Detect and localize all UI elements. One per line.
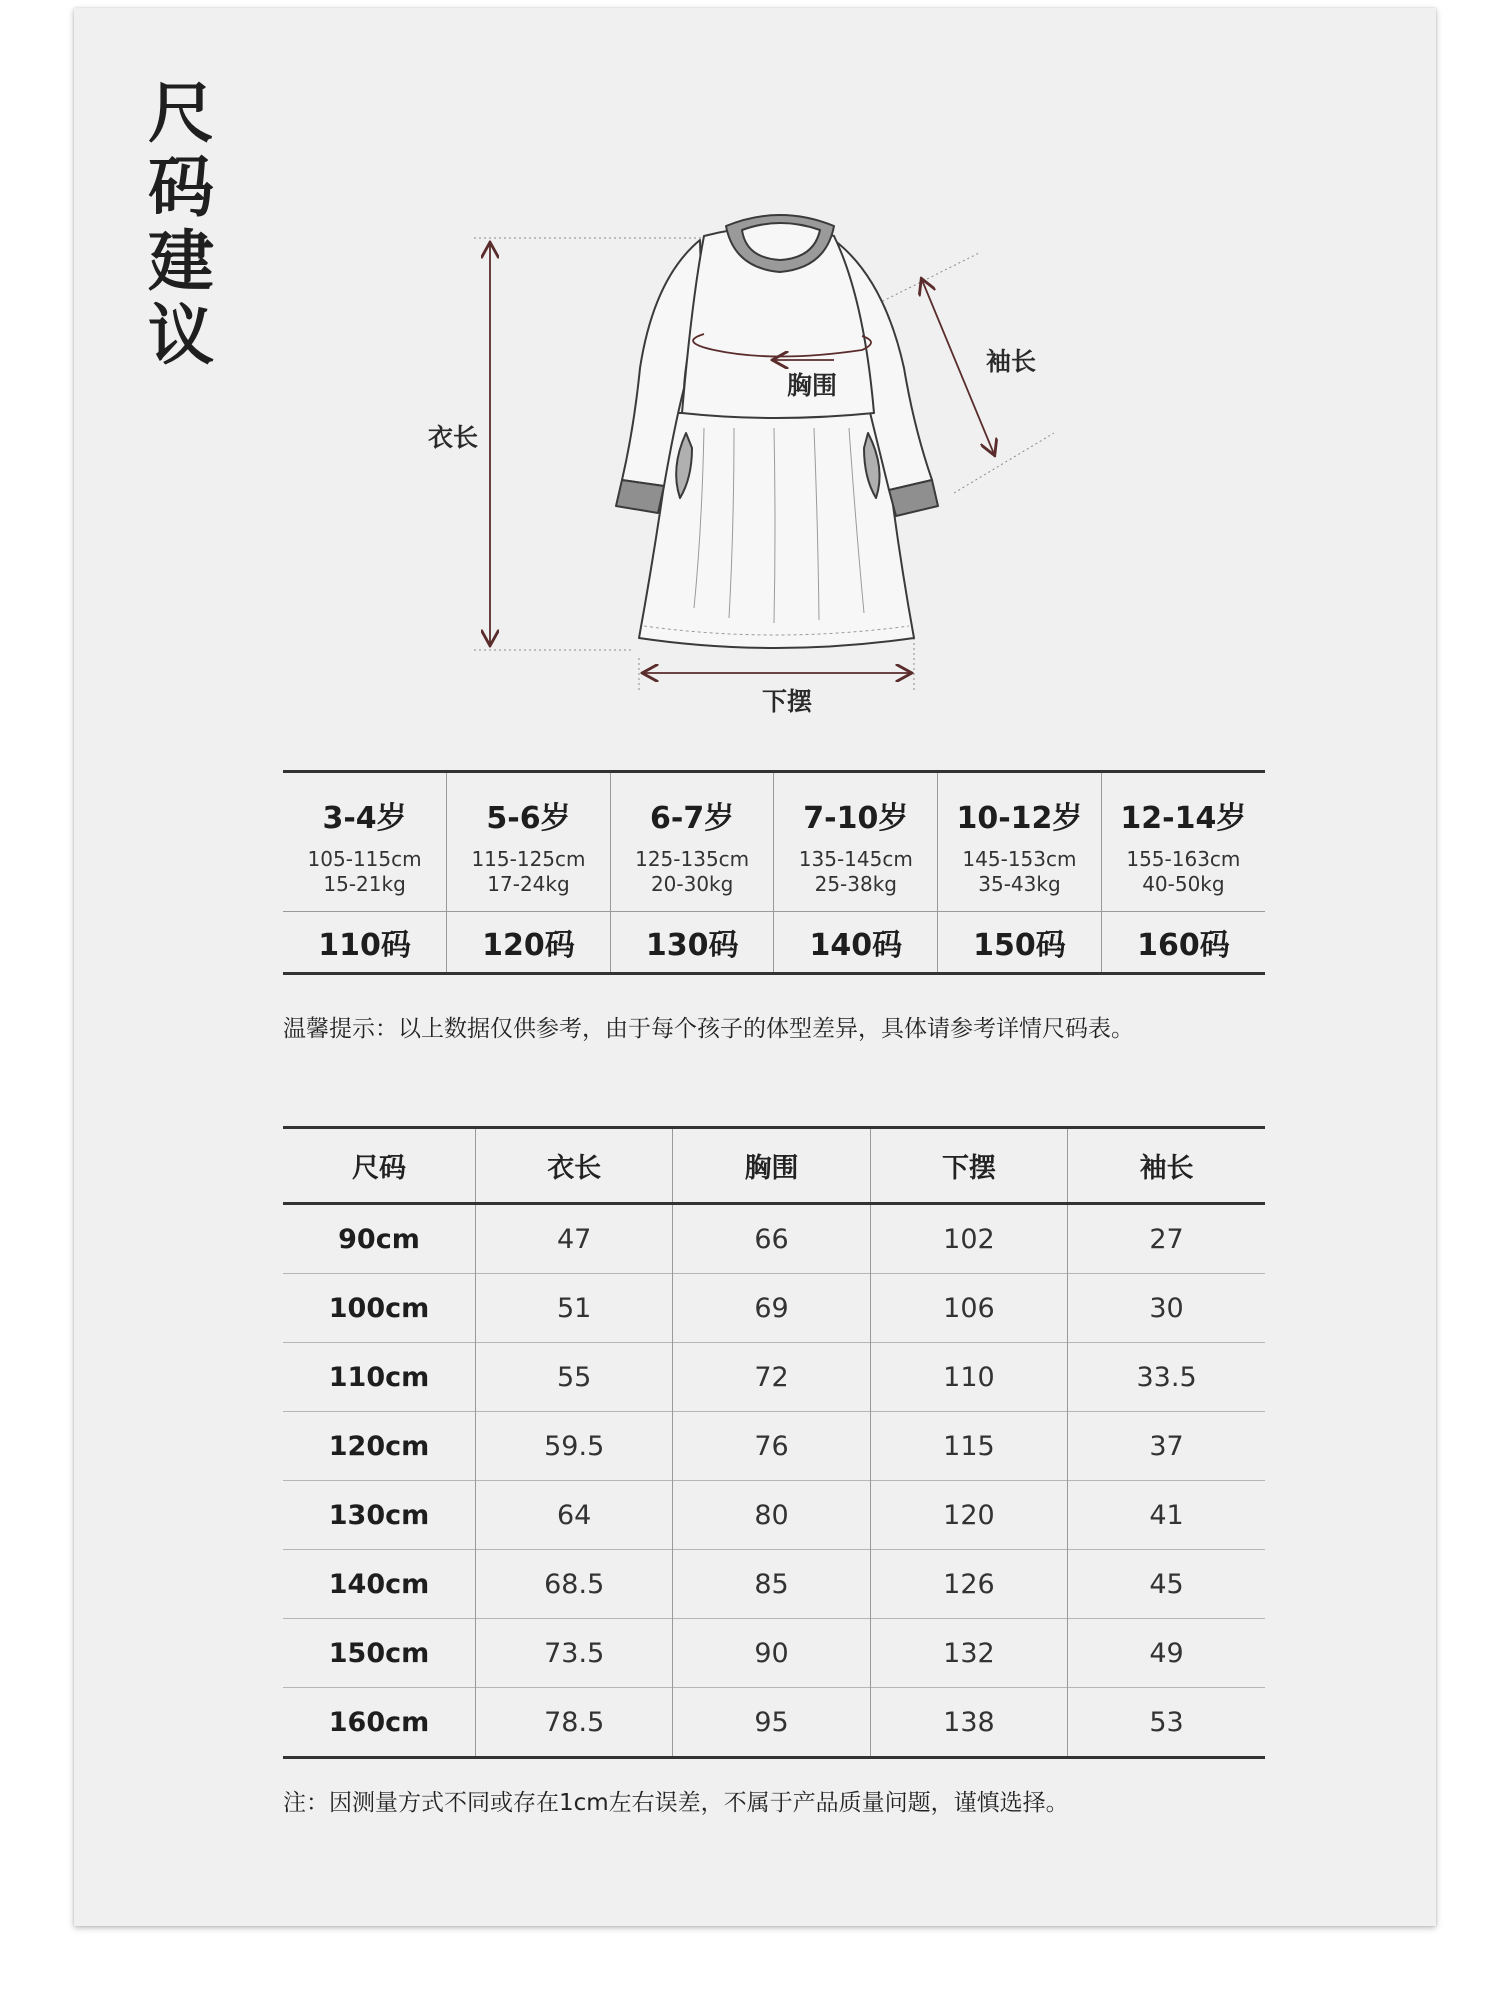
cell-size: 150cm — [283, 1619, 476, 1688]
size-cell: 160码 — [1101, 912, 1265, 974]
cell-chest: 90 — [673, 1619, 870, 1688]
title-char: 议 — [148, 297, 214, 374]
size-cell: 140码 — [774, 912, 938, 974]
size-cell: 110码 — [283, 912, 447, 974]
title-char: 尺 — [148, 75, 214, 152]
size-guide-card — [74, 8, 1436, 1926]
cell-chest: 80 — [673, 1481, 870, 1550]
cell-hem: 102 — [870, 1204, 1067, 1274]
cell-size: 140cm — [283, 1550, 476, 1619]
cell-sleeve: 41 — [1068, 1481, 1265, 1550]
age-label: 12-14岁 — [1120, 801, 1247, 836]
weight-range: 25-38kg — [814, 872, 897, 896]
table-row — [283, 1481, 1265, 1550]
cell-chest: 76 — [673, 1412, 870, 1481]
cell-hem: 115 — [870, 1412, 1067, 1481]
cell-length: 73.5 — [476, 1619, 673, 1688]
age-row — [283, 772, 1265, 912]
cell-chest: 72 — [673, 1343, 870, 1412]
cell-chest: 95 — [673, 1688, 870, 1758]
table-row — [283, 1619, 1265, 1688]
age-size-table — [283, 770, 1265, 975]
age-label: 5-6岁 — [486, 801, 571, 836]
cell-chest: 85 — [673, 1550, 870, 1619]
cell-sleeve: 27 — [1068, 1204, 1265, 1274]
title-char: 码 — [148, 149, 214, 226]
sleeve-label: 袖长 — [986, 347, 1037, 376]
age-cell — [774, 772, 938, 912]
header-size: 尺码 — [283, 1128, 476, 1204]
age-label: 6-7岁 — [650, 801, 735, 836]
cell-length: 59.5 — [476, 1412, 673, 1481]
cell-length: 47 — [476, 1204, 673, 1274]
age-cell — [610, 772, 774, 912]
note-text: 注：因测量方式不同或存在1cm左右误差，不属于产品质量问题，谨慎选择。 — [283, 1790, 1069, 1816]
cell-sleeve: 53 — [1068, 1688, 1265, 1758]
size-cell: 150码 — [938, 912, 1102, 974]
cell-length: 55 — [476, 1343, 673, 1412]
hem-label: 下摆 — [762, 687, 813, 716]
dress-illustration — [74, 8, 1436, 728]
cell-length: 78.5 — [476, 1688, 673, 1758]
table-row — [283, 1204, 1265, 1274]
measurement-table — [283, 1126, 1265, 1759]
height-range: 105-115cm — [307, 847, 422, 871]
cell-size: 120cm — [283, 1412, 476, 1481]
cell-sleeve: 49 — [1068, 1619, 1265, 1688]
header-hem: 下摆 — [870, 1128, 1067, 1204]
weight-range: 35-43kg — [978, 872, 1061, 896]
cell-chest: 66 — [673, 1204, 870, 1274]
age-cell — [447, 772, 611, 912]
height-range: 125-135cm — [635, 847, 750, 871]
header-sleeve: 袖长 — [1068, 1128, 1265, 1204]
cell-hem: 132 — [870, 1619, 1067, 1688]
cell-sleeve: 45 — [1068, 1550, 1265, 1619]
header-length: 衣长 — [476, 1128, 673, 1204]
table-row — [283, 1412, 1265, 1481]
cell-hem: 138 — [870, 1688, 1067, 1758]
cell-hem: 120 — [870, 1481, 1067, 1550]
age-cell — [938, 772, 1102, 912]
height-range: 145-153cm — [962, 847, 1077, 871]
age-label: 7-10岁 — [803, 801, 909, 836]
chest-label: 胸围 — [787, 371, 838, 400]
cell-sleeve: 37 — [1068, 1412, 1265, 1481]
table-row — [283, 1688, 1265, 1758]
age-label: 3-4岁 — [322, 801, 407, 836]
cell-sleeve: 33.5 — [1068, 1343, 1265, 1412]
cell-length: 64 — [476, 1481, 673, 1550]
cell-chest: 69 — [673, 1274, 870, 1343]
cell-size: 160cm — [283, 1688, 476, 1758]
age-cell — [283, 772, 447, 912]
size-cell: 120码 — [447, 912, 611, 974]
age-label: 10-12岁 — [956, 801, 1083, 836]
size-row — [283, 912, 1265, 974]
tip-text: 温馨提示：以上数据仅供参考，由于每个孩子的体型差异，具体请参考详情尺码表。 — [283, 1016, 1134, 1042]
title-char: 建 — [148, 223, 214, 300]
cell-length: 68.5 — [476, 1550, 673, 1619]
cell-hem: 126 — [870, 1550, 1067, 1619]
weight-range: 17-24kg — [487, 872, 570, 896]
size-cell: 130码 — [610, 912, 774, 974]
cell-hem: 106 — [870, 1274, 1067, 1343]
cell-size: 90cm — [338, 1223, 420, 1255]
measurement-header-row — [283, 1128, 1265, 1204]
length-label: 衣长 — [428, 423, 479, 452]
table-row — [283, 1274, 1265, 1343]
table-row — [283, 1550, 1265, 1619]
age-cell — [1101, 772, 1265, 912]
cell-length: 51 — [476, 1274, 673, 1343]
weight-range: 20-30kg — [650, 872, 734, 896]
height-range: 115-125cm — [471, 847, 586, 871]
height-range: 155-163cm — [1126, 847, 1241, 871]
cell-size: 110cm — [283, 1343, 476, 1412]
cell-hem: 110 — [870, 1343, 1067, 1412]
dress-diagram — [74, 8, 1436, 728]
cell-size: 100cm — [283, 1274, 476, 1343]
height-range: 135-145cm — [798, 847, 913, 871]
table-row — [283, 1343, 1265, 1412]
weight-range: 40-50kg — [1142, 872, 1225, 896]
cell-size: 130cm — [283, 1481, 476, 1550]
weight-range: 15-21kg — [323, 872, 406, 896]
cell-sleeve: 30 — [1068, 1274, 1265, 1343]
header-chest: 胸围 — [673, 1128, 870, 1204]
